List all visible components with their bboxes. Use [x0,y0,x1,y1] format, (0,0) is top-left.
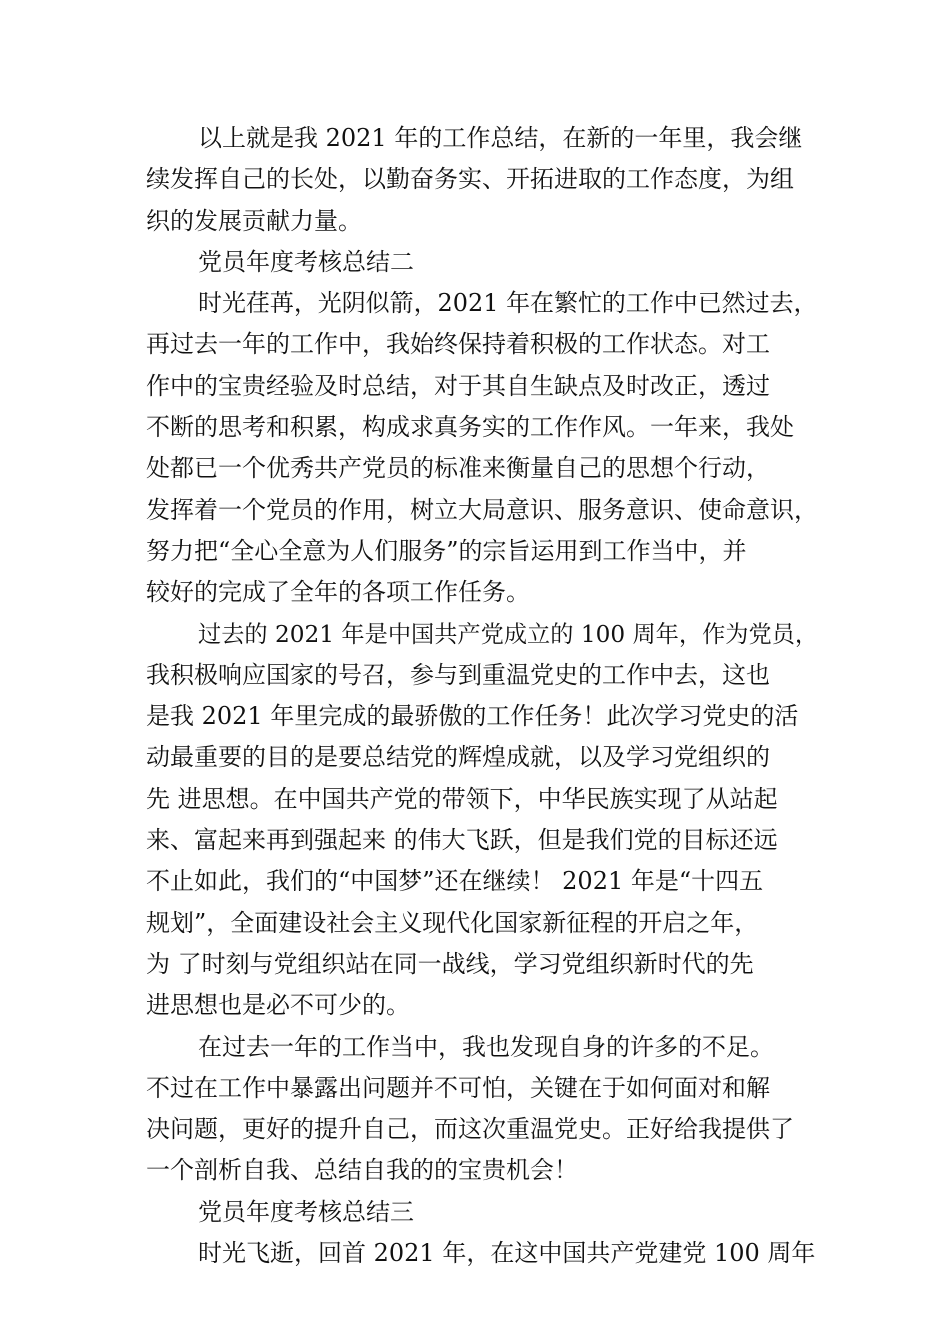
text-line: 时光荏苒，光阴似箭，2021 年在繁忙的工作中已然过去， [198,289,818,318]
text-line: 过去的 2021 年是中国共产党成立的 100 周年，作为党员， [198,620,819,648]
text-line: 在过去一年的工作当中，我也发现自身的许多的不足。 [198,1032,774,1061]
text-line: 以上就是我 2021 年的工作总结，在新的一年里，我会继 [198,124,803,152]
text-line: 发挥着一个党员的作用，树立大局意识、服务意识、使命意识， [146,495,818,524]
text-line: 再过去一年的工作中，我始终保持着积极的工作状态。对工 [146,330,770,359]
text-line: 规划”，全面建设社会主义现代化国家新征程的开启之年， [146,908,759,937]
text-line: 不断的思考和积累，构成求真务实的工作作风。一年来，我处 [146,413,794,442]
text-line: 一个剖析自我、总结自我的的宝贵机会！ [146,1156,578,1185]
text-line: 不止如此，我们的“中国梦”还在继续！ 2021 年是“十四五 [146,867,764,896]
text-line: 处都已一个优秀共产党员的标准来衡量自己的思想个行动， [146,454,770,483]
text-line: 织的发展贡献力量。 [146,206,362,235]
document-body [146,118,818,1274]
text-line: 续发挥自己的长处，以勤奋务实、开拓进取的工作态度，为组 [146,165,794,194]
text-line: 动最重要的目的是要总结党的辉煌成就，以及学习党组织的 [146,743,770,772]
text-line: 我积极响应国家的号召，参与到重温党史的工作中去，这也 [146,660,770,689]
text-line: 是我 2021 年里完成的最骄傲的工作任务！此次学习党史的活 [146,702,799,731]
text-line: 为 了时刻与党组织站在同一战线，学习党组织新时代的先 [146,949,754,978]
text-line: 不过在工作中暴露出问题并不可怕，关键在于如何面对和解 [146,1073,770,1102]
text-line: 时光飞逝，回首 2021 年，在这中国共产党建党 100 周年 [198,1239,816,1268]
text-line: 党员年度考核总结三 [198,1197,414,1226]
text-line: 先 进思想。在中国共产党的带领下，中华民族实现了从站起 [146,784,778,813]
text-line: 较好的完成了全年的各项工作任务。 [146,578,530,607]
text-line: 努力把“全心全意为人们服务”的宗旨运用到工作当中，并 [146,536,747,565]
text-line: 党员年度考核总结二 [198,247,414,276]
text-line: 来、富起来再到强起来 的伟大飞跃，但是我们党的目标还远 [146,826,778,855]
text-line: 决问题，更好的提升自己，而这次重温党史。正好给我提供了 [146,1115,794,1144]
text-line: 进思想也是必不可少的。 [146,991,410,1020]
text-line: 作中的宝贵经验及时总结，对于其自生缺点及时改正，透过 [146,371,770,400]
